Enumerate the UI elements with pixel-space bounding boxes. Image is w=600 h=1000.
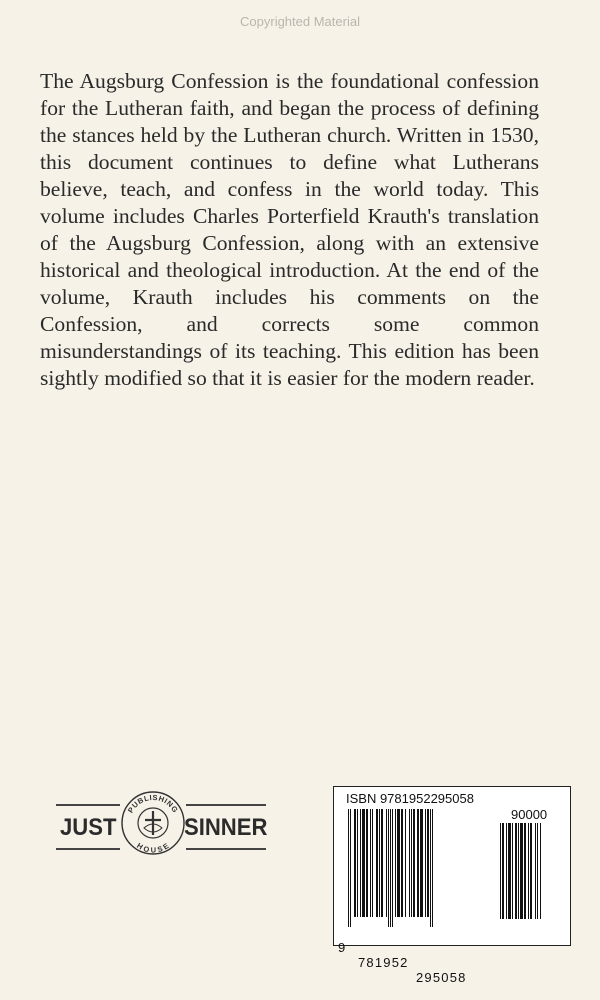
barcode-bar bbox=[524, 823, 526, 919]
barcode-bar bbox=[535, 823, 536, 919]
copyright-watermark: Copyrighted Material bbox=[240, 14, 360, 29]
barcode-bar bbox=[409, 809, 410, 917]
barcode-bar bbox=[420, 809, 423, 917]
barcode-bar bbox=[390, 809, 391, 927]
barcode-bar bbox=[512, 823, 513, 919]
barcode-bar bbox=[366, 809, 368, 917]
seal-top-text: PUBLISHING bbox=[125, 792, 181, 815]
barcode-bar bbox=[370, 809, 371, 917]
logo-word-sinner: SINNER bbox=[184, 814, 268, 841]
price-bars bbox=[498, 823, 554, 921]
logo-rule-right-bottom bbox=[186, 848, 266, 850]
barcode-bar bbox=[500, 823, 501, 919]
barcode-bar bbox=[386, 809, 387, 917]
barcode-bar bbox=[379, 809, 380, 917]
barcode-bar bbox=[528, 823, 529, 919]
barcode-digit-group-1: 781952 bbox=[358, 955, 409, 970]
publisher-logo bbox=[56, 788, 266, 868]
barcode-bar bbox=[502, 823, 504, 919]
isbn-bars bbox=[346, 809, 496, 929]
barcode-bar bbox=[360, 809, 361, 917]
barcode-bar bbox=[530, 823, 532, 919]
barcode-bar bbox=[506, 823, 507, 919]
barcode-bar bbox=[376, 809, 378, 917]
barcode-bar bbox=[357, 809, 358, 917]
book-description: The Augsburg Confession is the foundational confession for the Lutheran faith, and began the process of defining the stances held by the Lutheran church. Written in 1530, this document continues to define what Lutherans believe, teach, and confess in the world today. This volume includes Charles Porterfield Krauth's translation of the Augsburg Confession, along with an extensive historical and theological introduction. At the end of the volume, Krauth includes his comments on the Confession, and corrects some common misunderstandings of its teaching. This edition has been sightly modified so that it is easier for the modern reader. bbox=[40, 69, 539, 390]
barcode-bar bbox=[405, 809, 406, 917]
barcode-first-digit: 9 bbox=[338, 940, 346, 955]
isbn-barcode bbox=[333, 786, 571, 985]
barcode-bar bbox=[350, 809, 351, 927]
barcode-bar bbox=[381, 809, 383, 917]
barcode-bar bbox=[430, 809, 431, 927]
svg-text:HOUSE bbox=[135, 841, 171, 855]
barcode-bar bbox=[362, 809, 365, 917]
barcode-bar bbox=[388, 809, 389, 927]
cross-in-circle-seal-icon bbox=[120, 790, 186, 856]
barcode-bar bbox=[395, 809, 396, 917]
barcode-bar bbox=[432, 809, 433, 927]
barcode-bar bbox=[425, 809, 426, 917]
barcode-bar bbox=[417, 809, 419, 917]
barcode-bar bbox=[508, 823, 511, 919]
seal-bottom-text: HOUSE bbox=[135, 840, 171, 855]
barcode-bar bbox=[397, 809, 400, 917]
barcode-bar bbox=[354, 809, 356, 917]
logo-rule-left-top bbox=[56, 804, 120, 806]
barcode-bar bbox=[401, 809, 403, 917]
price-code: 90000 bbox=[511, 807, 548, 822]
logo-word-just: JUST bbox=[60, 814, 117, 841]
barcode-bar bbox=[540, 823, 541, 919]
barcode-bar bbox=[537, 823, 538, 919]
barcode-bar bbox=[427, 809, 429, 917]
barcode-bar bbox=[515, 823, 517, 919]
barcode-bar bbox=[372, 809, 373, 917]
isbn-label: ISBN 9781952295058 bbox=[346, 791, 474, 806]
logo-rule-right-top bbox=[186, 804, 266, 806]
barcode-bar bbox=[411, 809, 412, 917]
barcode-bar bbox=[348, 809, 349, 927]
barcode-digit-group-2: 295058 bbox=[416, 970, 467, 985]
logo-rule-left-bottom bbox=[56, 848, 120, 850]
barcode-bar bbox=[518, 823, 519, 919]
barcode-bar bbox=[392, 809, 393, 927]
barcode-bar bbox=[413, 809, 415, 917]
barcode-digits bbox=[334, 925, 484, 1000]
barcode-bar bbox=[520, 823, 523, 919]
